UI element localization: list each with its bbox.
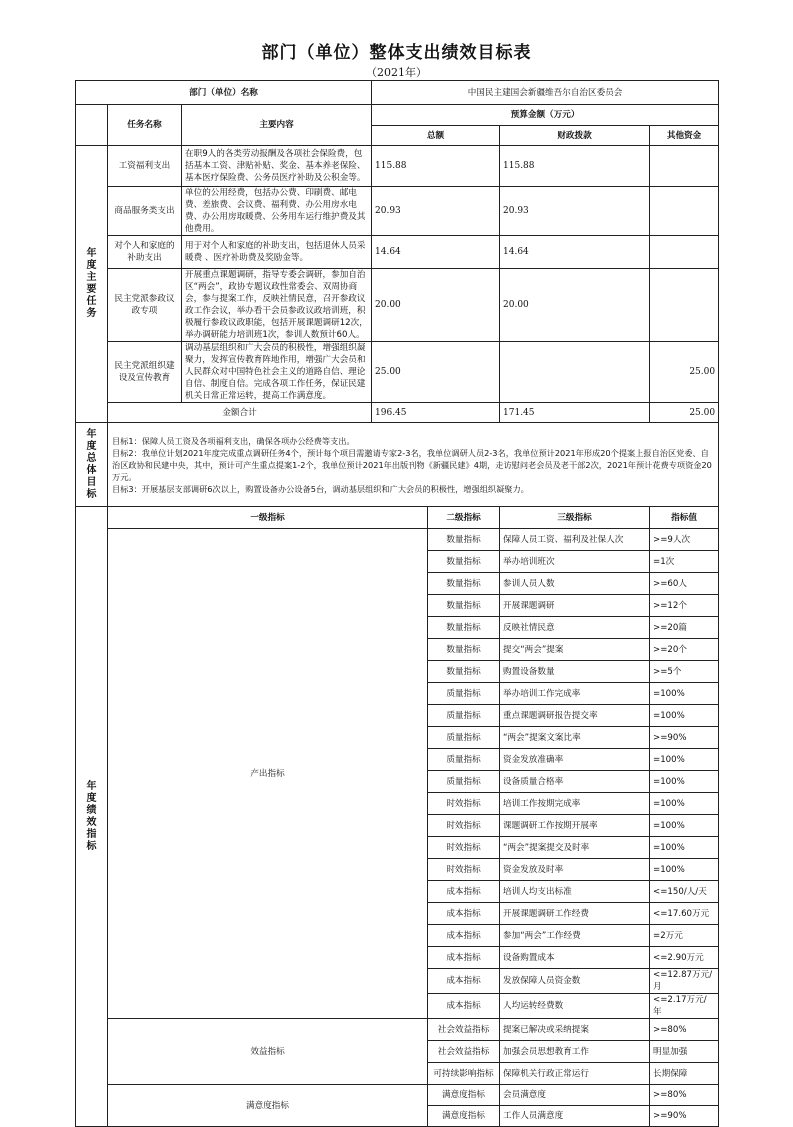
vertical-label-char: 年: [86, 248, 97, 259]
vertical-label-char: 目: [86, 476, 97, 488]
task-other: [650, 146, 719, 187]
value-cell: >=60人: [650, 573, 719, 595]
level2-cell: 数量指标: [428, 617, 500, 639]
task-name: 民主党派参政议政专项: [108, 269, 182, 342]
level2-cell: 质量指标: [428, 771, 500, 793]
level2-cell: 数量指标: [428, 661, 500, 683]
sum-label: 金额合计: [108, 403, 372, 423]
level2-cell: 质量指标: [428, 705, 500, 727]
level2-cell: 数量指标: [428, 639, 500, 661]
level2-cell: 社会效益指标: [428, 1041, 500, 1063]
level3-cell: 培训人均支出标准: [500, 881, 650, 903]
value-cell: >=90%: [650, 1106, 719, 1127]
value-cell: >=12个: [650, 595, 719, 617]
task-fiscal: 115.88: [500, 146, 650, 187]
objectives-row: [76, 423, 719, 507]
level3-cell: 工作人员满意度: [500, 1106, 650, 1127]
vertical-label-char: 标: [86, 840, 97, 852]
value-cell: >=20个: [650, 639, 719, 661]
objective-item: 目标2：我单位计划2021年度完成重点调研任务4个，预计每个项目需邀请专家2-3名，我单位调研人员2-3名，我单位预计2021年形成20个提案上报自治区党委、自治区政协和民建中央，其中，预计可产生重点提案1-2个，我单位预计2021年出版刊物《新疆民建》4期，走访慰问老会员及老干部2次，2021年预计花费专项资金20万元。: [112, 447, 712, 482]
sum-row: [76, 403, 719, 423]
level2-cell: 成本指标: [428, 881, 500, 903]
level3-cell: 会员满意度: [500, 1085, 650, 1106]
level3-cell: 发放保障人员资金数: [500, 969, 650, 994]
objective-item: 目标1：保障人员工资及各项福利支出，确保各项办公经费等支出。: [112, 435, 355, 446]
level2-cell: 质量指标: [428, 683, 500, 705]
task-total: 20.93: [372, 187, 500, 236]
level3-cell: 设备质量合格率: [500, 771, 650, 793]
level2-cell: 数量指标: [428, 595, 500, 617]
blank-cell: [76, 105, 108, 146]
level3-cell: 开展课题调研工作经费: [500, 903, 650, 925]
vertical-label-char: 任: [86, 296, 97, 307]
task-name: 工资福利支出: [108, 146, 182, 187]
level2-cell: 成本指标: [428, 947, 500, 969]
level3-cell: 保障人员工资、福利及社保人次: [500, 529, 650, 551]
vertical-label-char: 年: [86, 780, 97, 792]
task-row: [76, 342, 719, 403]
vertical-label-char: 标: [86, 488, 97, 500]
level1-header: 一级指标: [108, 507, 428, 529]
value-cell: =100%: [650, 859, 719, 881]
value-cell: >=80%: [650, 1019, 719, 1041]
task-other: [650, 187, 719, 236]
level3-cell: 开展课题调研: [500, 595, 650, 617]
level2-cell: 时效指标: [428, 859, 500, 881]
task-row: [76, 146, 719, 187]
value-cell: <=2.17万元/年: [650, 994, 719, 1019]
level2-cell: 成本指标: [428, 903, 500, 925]
value-cell: =2万元: [650, 925, 719, 947]
other-header: 其他资金: [650, 126, 719, 146]
vertical-label-char: 总: [86, 452, 97, 464]
level3-cell: 举办培训班次: [500, 551, 650, 573]
task-row: [76, 187, 719, 236]
perf-section-label: [76, 507, 108, 1127]
value-cell: 明显加强: [650, 1041, 719, 1063]
level2-cell: 社会效益指标: [428, 1019, 500, 1041]
level2-cell: 数量指标: [428, 551, 500, 573]
task-fiscal: 20.00: [500, 269, 650, 342]
level3-cell: 重点课题调研报告提交率: [500, 705, 650, 727]
value-cell: <=150/人/天: [650, 881, 719, 903]
level2-cell: 质量指标: [428, 749, 500, 771]
output-indicator-label: 产出指标: [108, 529, 428, 1019]
task-content: 单位的公用经费，包括办公费、印刷费、邮电费、差旅费、会议费、福利费、办公用房水电费、办公用房取暖费、公务用车运行维护费及其他费用。: [182, 187, 372, 236]
total-header: 总额: [372, 126, 500, 146]
level2-cell: 数量指标: [428, 573, 500, 595]
task-row: [76, 236, 719, 269]
value-cell: =100%: [650, 683, 719, 705]
vertical-label-char: 年: [86, 428, 97, 440]
level2-cell: 满意度指标: [428, 1085, 500, 1106]
value-cell: >=9人次: [650, 529, 719, 551]
value-cell: >=5个: [650, 661, 719, 683]
value-cell: =100%: [650, 771, 719, 793]
objectives-text: [108, 423, 719, 507]
level2-cell: 成本指标: [428, 969, 500, 994]
level3-cell: 人均运转经费数: [500, 994, 650, 1019]
task-total: 20.00: [372, 269, 500, 342]
indicator-row: [76, 1019, 719, 1041]
value-cell: 长期保障: [650, 1063, 719, 1085]
task-other: 25.00: [650, 342, 719, 403]
value-cell: <=17.60万元: [650, 903, 719, 925]
vertical-label-char: 务: [86, 308, 97, 319]
level2-header: 二级指标: [428, 507, 500, 529]
value-cell: =100%: [650, 837, 719, 859]
task-name: 对个人和家庭的补助支出: [108, 236, 182, 269]
value-cell: <=2.90万元: [650, 947, 719, 969]
level3-cell: 购置设备数量: [500, 661, 650, 683]
level2-cell: 满意度指标: [428, 1106, 500, 1127]
task-total: 14.64: [372, 236, 500, 269]
vertical-label-char: 效: [86, 816, 97, 828]
vertical-label-char: 绩: [86, 804, 97, 816]
task-content: 开展重点课题调研，指导专委会调研，参加自治区“两会”，政协专题议政性常委会、双周协商会，参与提案工作，反映社情民意，召开参政议政工作会议，举办看干会员参政议政培训班，积极履行参政议政职能，包括开展课题调研12次，举办调研能力培训班1次，参训人数预计60人。: [182, 269, 372, 342]
perf-header-row: [76, 507, 719, 529]
vertical-label-char: 体: [86, 464, 97, 476]
vertical-label-char: 指: [86, 828, 97, 840]
dept-label: 部门（单位）名称: [76, 81, 372, 105]
indicator-row: [76, 529, 719, 551]
task-other: [650, 269, 719, 342]
main-content-header: 主要内容: [182, 105, 372, 146]
performance-table: [75, 80, 719, 1127]
value-cell: =100%: [650, 815, 719, 837]
value-header: 指标值: [650, 507, 719, 529]
indicator-row: [76, 1085, 719, 1106]
task-fiscal: [500, 342, 650, 403]
task-other: [650, 236, 719, 269]
vertical-label-char: 主: [86, 272, 97, 283]
task-content: 调动基层组织和广大会员的积极性，增强组织凝聚力，发挥宣传教育阵地作用，增强广大会员和人民群众对中国特色社会主义的道路自信、理论自信、制度自信。完成各项工作任务，保证民建机关日常正常运转，提高工作满意度。: [182, 342, 372, 403]
value-cell: <=12.87万元/月: [650, 969, 719, 994]
level3-cell: 资金发放及时率: [500, 859, 650, 881]
budget-header: 预算金额（万元）: [372, 105, 719, 126]
level2-cell: 成本指标: [428, 925, 500, 947]
level3-cell: 提案已解决或采纳提案: [500, 1019, 650, 1041]
page-title: 部门（单位）整体支出绩效目标表: [261, 43, 532, 63]
value-cell: =100%: [650, 793, 719, 815]
level3-cell: 课题调研工作按期开展率: [500, 815, 650, 837]
level3-cell: 参训人员人数: [500, 573, 650, 595]
task-fiscal: 20.93: [500, 187, 650, 236]
level2-cell: 时效指标: [428, 793, 500, 815]
task-name: 商品服务类支出: [108, 187, 182, 236]
level3-cell: 提交“两会”提案: [500, 639, 650, 661]
level2-cell: 时效指标: [428, 815, 500, 837]
vertical-label-char: 度: [86, 440, 97, 452]
objective-item: 目标3：开展基层支部调研6次以上，购置设备办公设备5台，调动基层组织和广大会员的积极性，增强组织凝聚力。: [112, 483, 529, 494]
sum-fiscal: 171.45: [500, 403, 650, 423]
task-total: 115.88: [372, 146, 500, 187]
level3-cell: “两会”提案文案比率: [500, 727, 650, 749]
level3-cell: 设备购置成本: [500, 947, 650, 969]
task-fiscal: 14.64: [500, 236, 650, 269]
level3-cell: 举办培训工作完成率: [500, 683, 650, 705]
benefit-indicator-label: 效益指标: [108, 1019, 428, 1085]
level3-cell: 参加“两会”工作经费: [500, 925, 650, 947]
level3-cell: 培训工作按期完成率: [500, 793, 650, 815]
vertical-label-char: 度: [86, 260, 97, 271]
value-cell: >=80%: [650, 1085, 719, 1106]
satisfaction-indicator-label: 满意度指标: [108, 1085, 428, 1127]
fiscal-header: 财政拨款: [500, 126, 650, 146]
value-cell: =100%: [650, 749, 719, 771]
value-cell: >=20篇: [650, 617, 719, 639]
value-cell: =1次: [650, 551, 719, 573]
dept-name: 中国民主建国会新疆维吾尔自治区委员会: [372, 81, 719, 105]
level2-cell: 数量指标: [428, 529, 500, 551]
level2-cell: 成本指标: [428, 994, 500, 1019]
level2-cell: 质量指标: [428, 727, 500, 749]
level2-cell: 时效指标: [428, 837, 500, 859]
page-year: （2021年）: [366, 66, 427, 79]
value-cell: >=90%: [650, 727, 719, 749]
vertical-label-char: 度: [86, 792, 97, 804]
level3-header: 三级指标: [500, 507, 650, 529]
level3-cell: “两会”提案提交及时率: [500, 837, 650, 859]
task-row: [76, 269, 719, 342]
sum-total: 196.45: [372, 403, 500, 423]
objectives-section-label: [76, 423, 108, 507]
level3-cell: 保障机关行政正常运行: [500, 1063, 650, 1085]
sum-other: 25.00: [650, 403, 719, 423]
task-name: 民主党派组织建设及宣传教育: [108, 342, 182, 403]
level3-cell: 加强会员思想教育工作: [500, 1041, 650, 1063]
task-total: 25.00: [372, 342, 500, 403]
level3-cell: 反映社情民意: [500, 617, 650, 639]
vertical-label-char: 要: [86, 284, 97, 295]
task-name-header: 任务名称: [108, 105, 182, 146]
tasks-section-label: [76, 146, 108, 423]
level3-cell: 资金发放准确率: [500, 749, 650, 771]
task-content: 用于对个人和家庭的补助支出，包括退休人员采暖费 、医疗补助费及奖励金等。: [182, 236, 372, 269]
level2-cell: 可持续影响指标: [428, 1063, 500, 1085]
task-content: 在职9人的各类劳动报酬及各项社会保险费，包括基本工资、津贴补贴、奖金、基本养老保险、基本医疗保险费、公务员医疗补助及公积金等。: [182, 146, 372, 187]
value-cell: =100%: [650, 705, 719, 727]
